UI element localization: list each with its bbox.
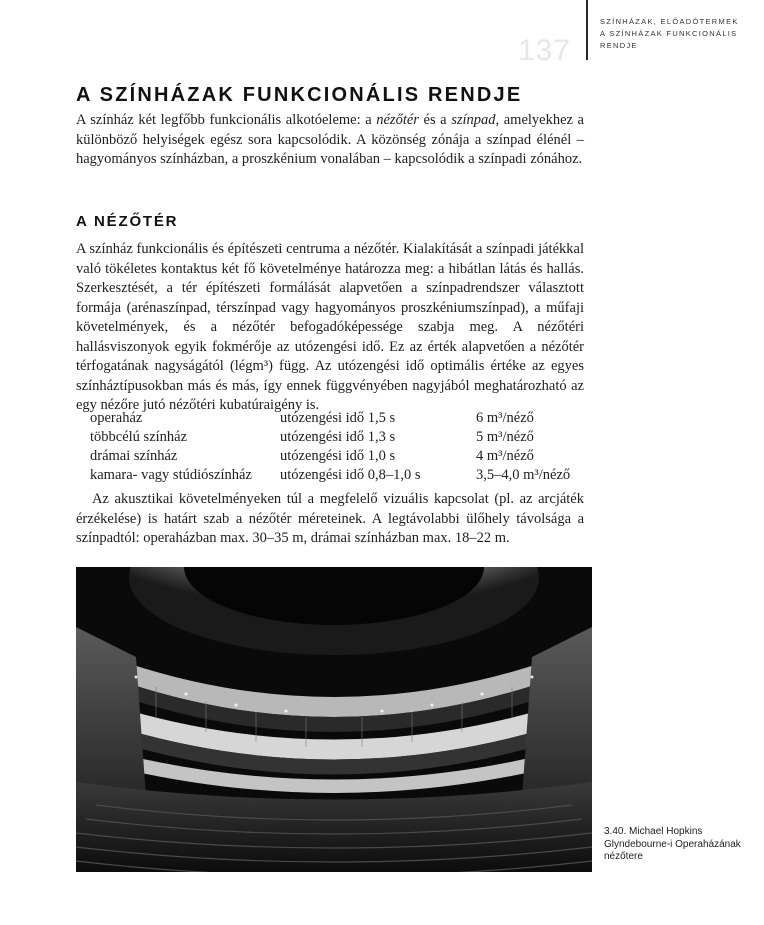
table-row [90,410,570,429]
running-head [600,16,760,52]
caption-line: 3.40. Michael Hopkins [604,826,703,837]
volume-per-seat: 5 m³/néző [476,429,534,445]
reverb-time: utózengési idő 1,5 s [280,410,396,426]
auditorium-illustration [76,567,592,872]
table-row [90,429,570,448]
volume-per-seat: 6 m³/néző [476,410,534,426]
theatre-type: operaház [90,410,143,426]
volume-per-seat: 4 m³/néző [476,448,534,464]
reverb-time: utózengési idő 1,0 s [280,448,396,464]
running-head-line: A SZÍNHÁZAK FUNKCIONÁLIS [600,29,738,38]
closing-paragraph: Az akusztikai követelményeken túl a megfelelő vizuális kapcsolat (pl. az arcjáték érzékelése) is határt szab a nézőtér méreteinek. A legtávolabbi ülőhely távolsága a színpadtól: operaházban max. 30–35 m, drámai színházban max. 18–22 m. [76,491,584,546]
running-head-line: RENDJE [600,41,638,50]
theatre-type: kamara- vagy stúdiószínház [90,467,252,483]
intro-emphasis: nézőtér [376,112,419,128]
intro-paragraph [76,111,584,170]
intro-emphasis: színpad [451,112,496,128]
auditorium-photo [76,567,592,872]
table-row [90,448,570,467]
chapter-title: A SZÍNHÁZAK FUNKCIONÁLIS RENDJE [76,84,523,106]
running-head-line: SZÍNHÁZAK, ELŐADÓTERMEK [600,17,739,26]
theatre-type: többcélú színház [90,429,188,445]
reverb-time: utózengési idő 1,3 s [280,429,396,445]
theatre-type: drámai színház [90,448,178,464]
caption-line: Glyndebourne-i Operaházának [604,838,741,850]
reverb-table [90,410,570,486]
body-paragraph: A színház funkcionális és építészeti centruma a nézőtér. Kialakítását a színpadi játékkal való tökéletes kontaktus két fő követelménye határozza meg: a hibátlan látás és hallás. Szerkesztését, a tér építészeti formálását alapvetően a színpadrendszer választott formája (arénaszínpad, térszínpad vagy hagyományos proszkéniumszínpad), a műfaji követelmények, és a nézőtér befogadóképessége szabja meg. A nézőtéri hallásviszonyok egyik fokmérője az utózengési idő. Ez az érték alapvetően a nézőtér térfogatának nagyságától (légm³) függ. Az utózengési idő optimális értéke az egyes színháztípusokban más és más, így ennek függvényében nagyjából meghatározható az egy nézőre jutó nézőtéri kubatúraigény is. [76,241,584,413]
intro-text: , amelyekhez a különböző helyiségek egész sora kapcsolódik. A közönség zónája a színpad élénél – hagyományos színházban, a proszkénium vonalában – kapcsolódik a színpadi zónához. [76,112,584,167]
page-number: 137 [518,34,572,67]
section-heading: A NÉZŐTÉR [76,213,179,230]
table-row [90,467,570,486]
reverb-time: utózengési idő 0,8–1,0 s [280,467,421,483]
intro-text: A színház két legfőbb funkcionális alkotóeleme: a [76,112,377,128]
caption-line: nézőtere [604,851,643,862]
header-divider [586,0,588,60]
volume-per-seat: 3,5–4,0 m³/néző [476,467,571,483]
figure-caption [604,826,764,864]
intro-text: és a [418,112,452,128]
